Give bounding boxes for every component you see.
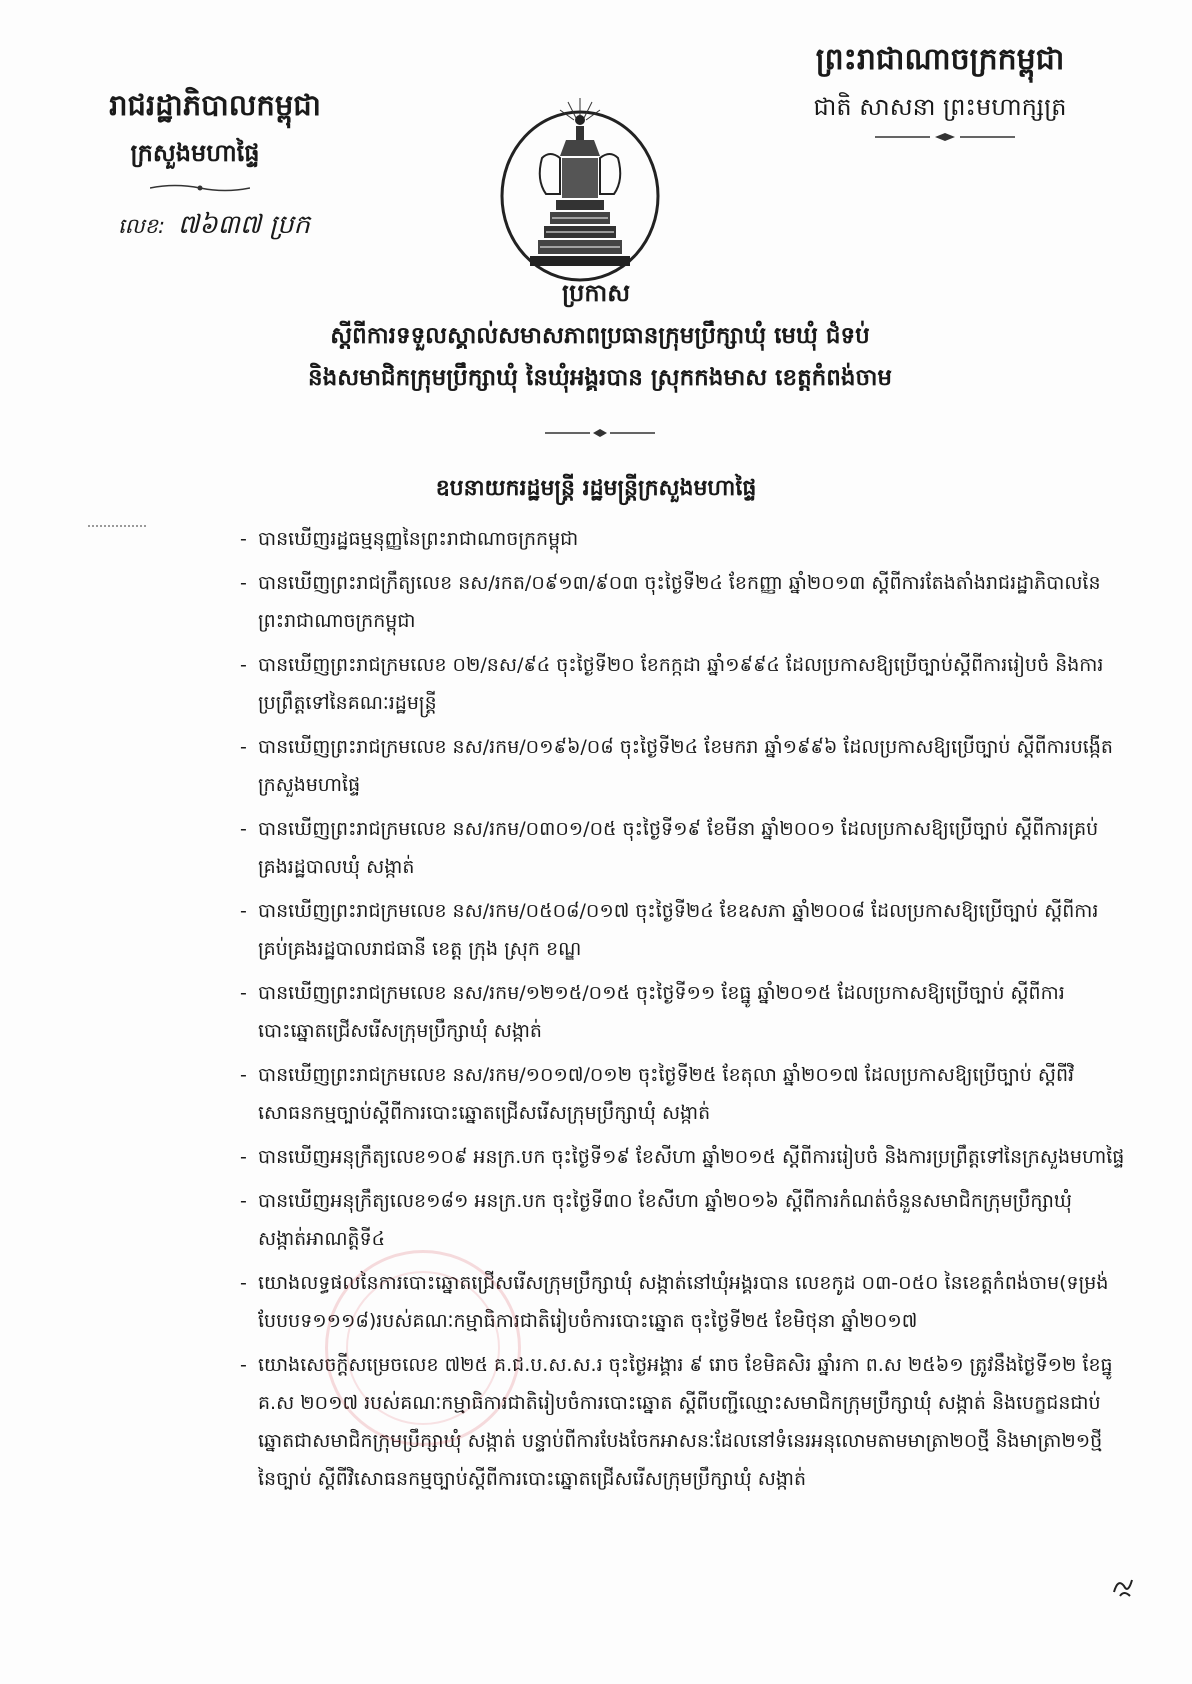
preamble-item: - យោងលទ្ធផលនៃការបោះឆ្នោតជ្រើសរើសក្រុមប្រឹក្សាឃុំ សង្កាត់នៅឃុំអង្គរបាន លេខកូដ ០៣-០៥០ នៃខេត្តកំពង់ចាម(ទម្រង់បែបបទ១១១៨)របស់គណៈកម្មាធិការជាតិរៀបចំការបោះឆ្នោត ចុះថ្ងៃទី២៥ ខែមិថុនា ឆ្នាំ២០១៧ [240,1264,1125,1340]
preamble-item: - បានឃើញព្រះរាជក្រឹត្យលេខ នស/រកត/០៩១៣/៩០៣ ចុះថ្ងៃទី២៤ ខែកញ្ញា ឆ្នាំ២០១៣ ស្តីពីការតែងតាំងរាជរដ្ឋាភិបាលនៃព្រះរាជាណាចក្រកម្ពុជា [240,564,1125,640]
subject-ornament-divider [545,428,655,438]
preamble-item: - បានឃើញព្រះរាជក្រមលេខ នស/រកម/០៣០១/០៥ ចុះថ្ងៃទី១៩ ខែមីនា ឆ្នាំ២០០១ ដែលប្រកាសឱ្យប្រើច្បាប់ ស្តីពីការគ្រប់គ្រងរដ្ឋបាលឃុំ សង្កាត់ [240,810,1125,886]
preamble-item: - បានឃើញរដ្ឋធម្មនុញ្ញនៃព្រះរាជាណាចក្រកម្ពុជា [240,520,1125,558]
document-type-title: ប្រកាស [561,279,631,307]
preamble-item: - បានឃើញព្រះរាជក្រមលេខ នស/រកម/១២១៥/០១៥ ចុះថ្ងៃទី១១ ខែធ្នូ ឆ្នាំ២០១៥ ដែលប្រកាសឱ្យប្រើច្បាប់ ស្តីពីការបោះឆ្នោតជ្រើសរើសក្រុមប្រឹក្សាឃុំ សង្កាត់ [240,974,1125,1050]
reference-number [118,208,310,246]
ministry-ornament-divider [150,183,250,193]
scan-artifact [88,525,146,531]
preamble-item: - បានឃើញព្រះរាជក្រមលេខ នស/រកម/១០១៧/០១២ ចុះថ្ងៃទី២៥ ខែតុលា ឆ្នាំ២០១៧ ដែលប្រកាសឱ្យប្រើច្បាប់ ស្តីពីវិសោធនកម្មច្បាប់ស្តីពីការបោះឆ្នោតជ្រើសរើសក្រុមប្រឹក្សាឃុំ សង្កាត់ [240,1056,1125,1132]
preamble-item: - បានឃើញព្រះរាជក្រមលេខ ០២/នស/៩៤ ចុះថ្ងៃទី២០ ខែកក្កដា ឆ្នាំ១៩៩៤ ដែលប្រកាសឱ្យប្រើច្បាប់ស្តីពីការរៀបចំ និងការប្រព្រឹត្តទៅនៃគណៈរដ្ឋមន្ត្រី [240,646,1125,722]
motto-ornament-divider [875,133,1015,141]
preamble-item: - យោងសេចក្តីសម្រេចលេខ ៧២៥ គ.ជ.ប.ស.ស.រ ចុះថ្ងៃអង្គារ ៩ រោច ខែមិគសិរ ឆ្នាំរកា ព.ស ២៥៦១ ត្រូវនឹងថ្ងៃទី១២ ខែធ្នូ គ.ស ២០១៧ របស់គណៈកម្មាធិការជាតិរៀបចំការបោះឆ្នោត ស្តីពីបញ្ជីឈ្មោះសមាជិកក្រុមប្រឹក្សាឃុំ សង្កាត់ និងបេក្ខជនជាប់ឆ្នោតជាសមាជិកក្រុមប្រឹក្សាឃុំ សង្កាត់ បន្ទាប់ពីការបែងចែកអាសនៈដែលនៅទំនេរអនុលោមតាមមាត្រា២០ថ្មី និងមាត្រា២១ថ្មី នៃច្បាប់ ស្តីពីវិសោធនកម្មច្បាប់ស្តីពីការបោះឆ្នោតជ្រើសរើសក្រុមប្រឹក្សាឃុំ សង្កាត់ [240,1346,1125,1498]
reference-label: លេខ: [118,214,166,238]
subject-line-2: និងសមាជិកក្រុមប្រឹក្សាឃុំ នៃឃុំអង្គរបាន ស្រុកកងមាស ខេត្តកំពង់ចាម [308,365,892,391]
ministry-name: ក្រសួងមហាផ្ទៃ [130,139,260,167]
government-heading: រាជរដ្ឋាភិបាលកម្ពុជា [109,88,321,122]
faded-red-stamp [325,1250,521,1446]
preamble-item: - បានឃើញអនុក្រឹត្យលេខ១៨១ អនក្រ.បក ចុះថ្ងៃទី៣០ ខែសីហា ឆ្នាំ២០១៦ ស្តីពីការកំណត់ចំនួនសមាជិកក្រុមប្រឹក្សាឃុំ សង្កាត់អាណត្តិទី៤ [240,1182,1125,1258]
kingdom-heading: ព្រះរាជាណាចក្រកម្ពុជា [815,42,1065,77]
preamble-item: - បានឃើញអនុក្រឹត្យលេខ១០៩ អនក្រ.បក ចុះថ្ងៃទី១៩ ខែសីហា ឆ្នាំ២០១៥ ស្តីពីការរៀបចំ និងការប្រព្រឹត្តទៅនៃក្រសួងមហាផ្ទៃ [240,1138,1125,1176]
subject-line-1: ស្តីពីការទទួលស្គាល់សមាសភាពប្រធានក្រុមប្រឹក្សាឃុំ មេឃុំ ជំទប់ [330,323,870,349]
royal-emblem-seal [490,96,670,284]
reference-value: ៧៦៣៧ ប្រក [177,210,311,240]
issuer-heading: ឧបនាយករដ្ឋមន្ត្រី រដ្ឋមន្ត្រីក្រសួងមហាផ្ទៃ [435,476,757,501]
preamble-item: - បានឃើញព្រះរាជក្រមលេខ នស/រកម/០៥០៨/០១៧ ចុះថ្ងៃទី២៤ ខែឧសភា ឆ្នាំ២០០៨ ដែលប្រកាសឱ្យប្រើច្បាប់ ស្តីពីការគ្រប់គ្រងរដ្ឋបាលរាជធានី ខេត្ត ក្រុង ស្រុក ខណ្ឌ [240,892,1125,968]
preamble-item: - បានឃើញព្រះរាជក្រមលេខ នស/រកម/០១៩៦/០៨ ចុះថ្ងៃទី២៤ ខែមករា ឆ្នាំ១៩៩៦ ដែលប្រកាសឱ្យប្រើច្បាប់ ស្តីពីការបង្កើតក្រសួងមហាផ្ទៃ [240,728,1125,804]
handwritten-initial [1110,1572,1136,1600]
national-motto: ជាតិ សាសនា ព្រះមហាក្សត្រ [813,93,1067,121]
